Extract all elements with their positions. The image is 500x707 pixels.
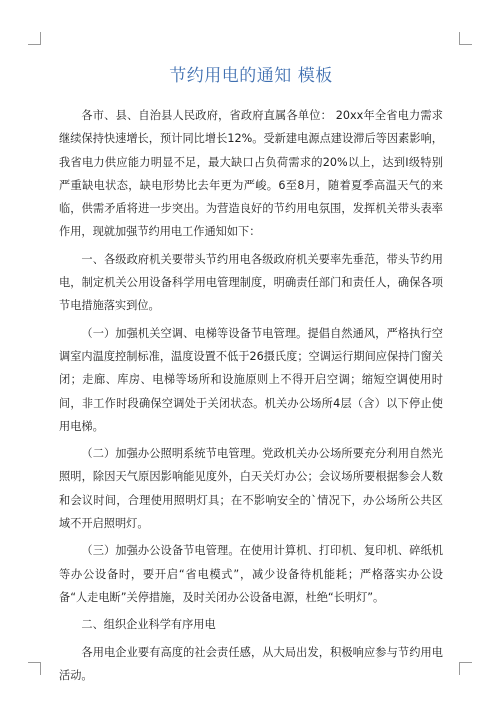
document-body [59, 62, 443, 691]
paragraph-item-1: （一）加强机关空调、电梯等设备节电管理。提倡自然通风，严格执行空调室内温度控制标准，温度设置不低于26摄氏度；空调运行期间应保持门窗关闭；走廊、库房、电梯等场所和设施原则上不得开启空调；缩短空调使用时间，非工作时段确保空调处于关闭状态。机关办公场所4层（含）以下停止使用电梯。 [59, 326, 443, 433]
paragraph-intro: 各市、县、自治县人民政府，省政府直属各单位： 20xx年全省电力需求继续保持快速增长，预计同比增长12%。受新建电源点建设滞后等因素影响，我省电力供应能力明显不足，最大缺口占负荷需求的20%以上，达到Ⅰ级特别严重缺电状态，缺电形势比去年更为严峻。6至8月，随着夏季高温天气的来临，供需矛盾将进一步突出。为营造良好的节约用电氛围，发挥机关带头表率作用，现就加强节约用电工作通知如下： [59, 109, 443, 239]
crop-mark-bottom-left [28, 662, 41, 675]
paragraph-item-3: （三）加强办公设备节电管理。在使用计算机、打印机、复印机、碎纸机等办公设备时，要开启“省电模式”，减少设备待机能耗；严格落实办公设备“人走电断”关停措施，及时关闭办公设备电源，杜绝“长明灯”。 [59, 544, 443, 604]
paragraph-section-1: 一、各级政府机关要带头节约用电各级政府机关要率先垂范，带头节约用电，制定机关公用设备科学用电管理制度，明确责任部门和责任人，确保各项节电措施落实到位。 [59, 252, 443, 313]
crop-mark-top-right [459, 32, 472, 45]
document-title: 节约用电的通知 模板 [169, 66, 333, 86]
crop-mark-top-left [28, 32, 41, 45]
crop-mark-bottom-right [459, 662, 472, 675]
paragraph-section-2: 二、组织企业科学有序用电 [81, 618, 216, 632]
paragraph-item-2: （二）加强办公照明系统节电管理。党政机关办公场所要充分利用自然光照明，除因天气原因影响能见度外，白天关灯办公；会议场所要根据参会人数和会议时间，合理使用照明灯具；在不影响安全的`情况下，办公场所公共区域不开启照明灯。 [59, 447, 443, 531]
paragraph-section-2-body: 各用电企业要有高度的社会责任感，从大局出发，积极响应参与节约用电活动。 [59, 645, 443, 682]
